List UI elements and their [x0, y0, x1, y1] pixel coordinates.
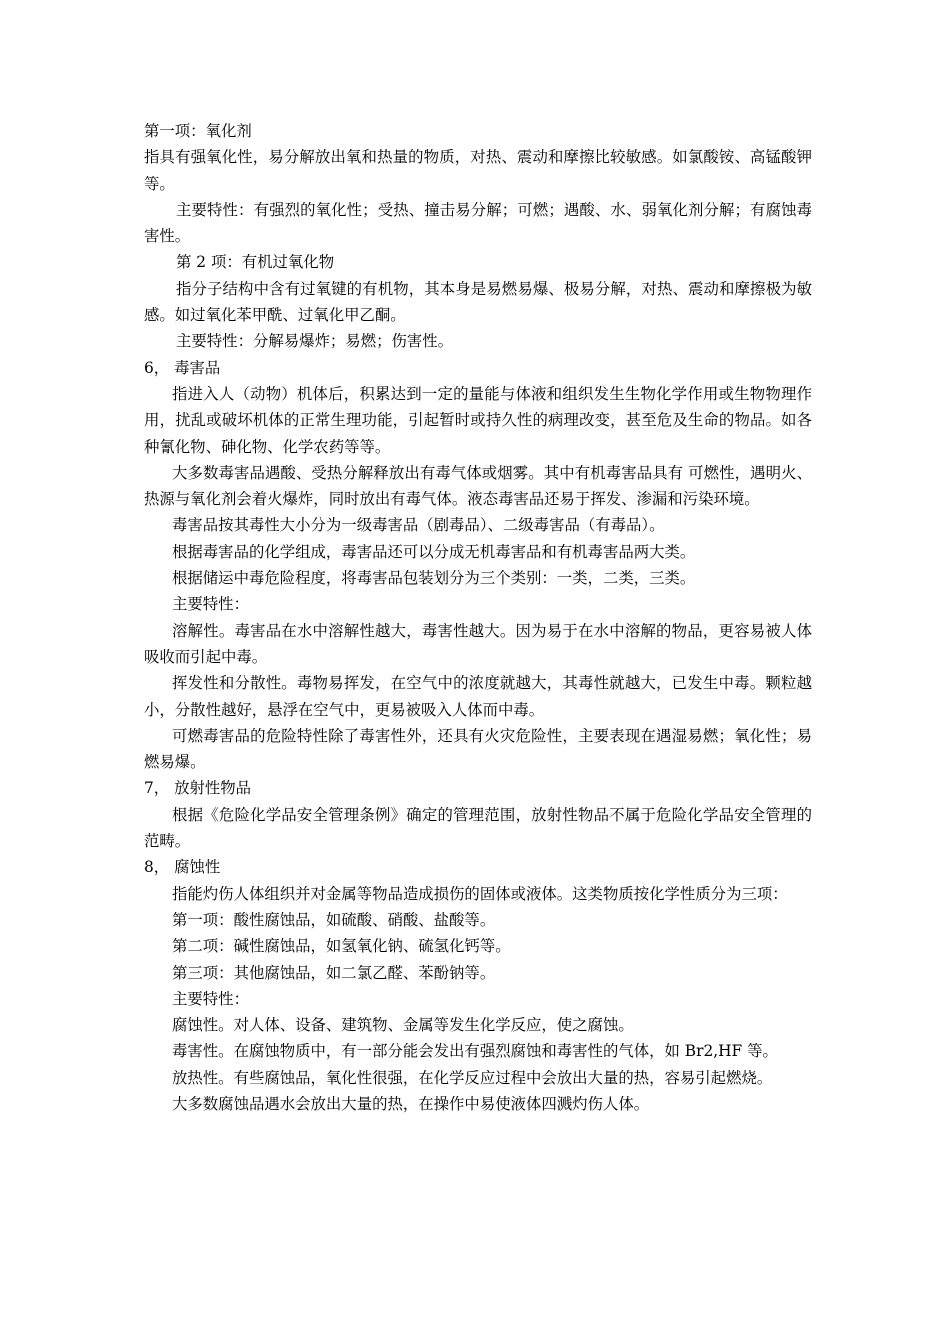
paragraph: 主要特性： — [172, 989, 249, 1008]
paragraph: 指进入人（动物）机体后，积累达到一定的量能与体液和组织发生生物化学作用或生物物理作用，扰乱或破坏机体的正常生理功能，引起暂时或持久性的病理改变，甚至危及生命的物品。如各种氰化物、砷化物、化学农药等等。 — [144, 384, 812, 456]
paragraph: 主要特性：有强烈的氧化性；受热、撞击易分解；可燃；遇酸、水、弱氧化剂分解；有腐蚀毒害性。 — [144, 200, 812, 246]
paragraph: 8， 腐蚀性 — [144, 858, 221, 877]
paragraph: 毒害性。在腐蚀物质中，有一部分能会发出有强烈腐蚀和毒害性的气体，如 Br2,HF 等。 — [172, 1042, 778, 1061]
paragraph: 第一项：酸性腐蚀品，如硫酸、硝酸、盐酸等。 — [172, 910, 496, 929]
paragraph: 毒害品按其毒性大小分为一级毒害品（剧毒品）、二级毒害品（有毒品）。 — [172, 516, 665, 535]
paragraph: 第三项：其他腐蚀品，如二氯乙醛、苯酚钠等。 — [172, 963, 496, 982]
paragraph: 7， 放射性物品 — [144, 779, 252, 798]
paragraph: 指能灼伤人体组织并对金属等物品造成损伤的固体或液体。这类物质按化学性质分为三项： — [172, 884, 788, 903]
document-body — [144, 118, 812, 1117]
paragraph: 主要特性： — [172, 595, 249, 614]
paragraph: 可燃毒害品的危险特性除了毒害性外，还具有火灾危险性，主要表现在遇湿易燃；氧化性；易燃易爆。 — [144, 726, 812, 772]
paragraph: 6， 毒害品 — [144, 358, 221, 377]
paragraph: 大多数毒害品遇酸、受热分解释放出有毒气体或烟雾。其中有机毒害品具有 可燃性，遇明火、热源与氧化剂会着火爆炸，同时放出有毒气体。液态毒害品还易于挥发、渗漏和污染环境。 — [144, 463, 812, 509]
paragraph: 挥发性和分散性。毒物易挥发，在空气中的浓度就越大，其毒性就越大，已发生中毒。颗粒越小，分散性越好，悬浮在空气中，更易被吸入人体而中毒。 — [144, 674, 812, 719]
paragraph: 根据储运中毒危险程度，将毒害品包装划分为三个类别：一类，二类，三类。 — [172, 569, 696, 588]
paragraph: 指分子结构中含有过氧键的有机物，其本身是易燃易爆、极易分解，对热、震动和摩擦极为敏感。如过氧化苯甲酰、过氧化甲乙酮。 — [144, 279, 812, 325]
paragraph: 大多数腐蚀品遇水会放出大量的热，在操作中易使液体四溅灼伤人体。 — [172, 1094, 650, 1113]
paragraph: 第二项：碱性腐蚀品，如氢氧化钠、硫氢化钙等。 — [172, 937, 511, 956]
paragraph: 主要特性：分解易爆炸；易燃；伤害性。 — [176, 332, 454, 351]
paragraph: 第 2 项：有机过氧化物 — [176, 253, 335, 272]
paragraph: 腐蚀性。对人体、设备、建筑物、金属等发生化学反应，使之腐蚀。 — [172, 1016, 634, 1035]
paragraph: 溶解性。毒害品在水中溶解性越大，毒害性越大。因为易于在水中溶解的物品，更容易被人体吸收而引起中毒。 — [144, 621, 812, 666]
paragraph: 指具有强氧化性，易分解放出氧和热量的物质，对热、震动和摩擦比较敏感。如氯酸铵、高锰酸钾等。 — [144, 148, 812, 193]
paragraph: 根据毒害品的化学组成，毒害品还可以分成无机毒害品和有机毒害品两大类。 — [172, 542, 696, 561]
paragraph: 放热性。有些腐蚀品，氧化性很强，在化学反应过程中会放出大量的热，容易引起燃烧。 — [172, 1068, 773, 1087]
paragraph: 根据《危险化学品安全管理条例》确定的管理范围，放射性物品不属于危险化学品安全管理的范畴。 — [144, 805, 812, 851]
paragraph: 第一项：氧化剂 — [144, 122, 252, 140]
